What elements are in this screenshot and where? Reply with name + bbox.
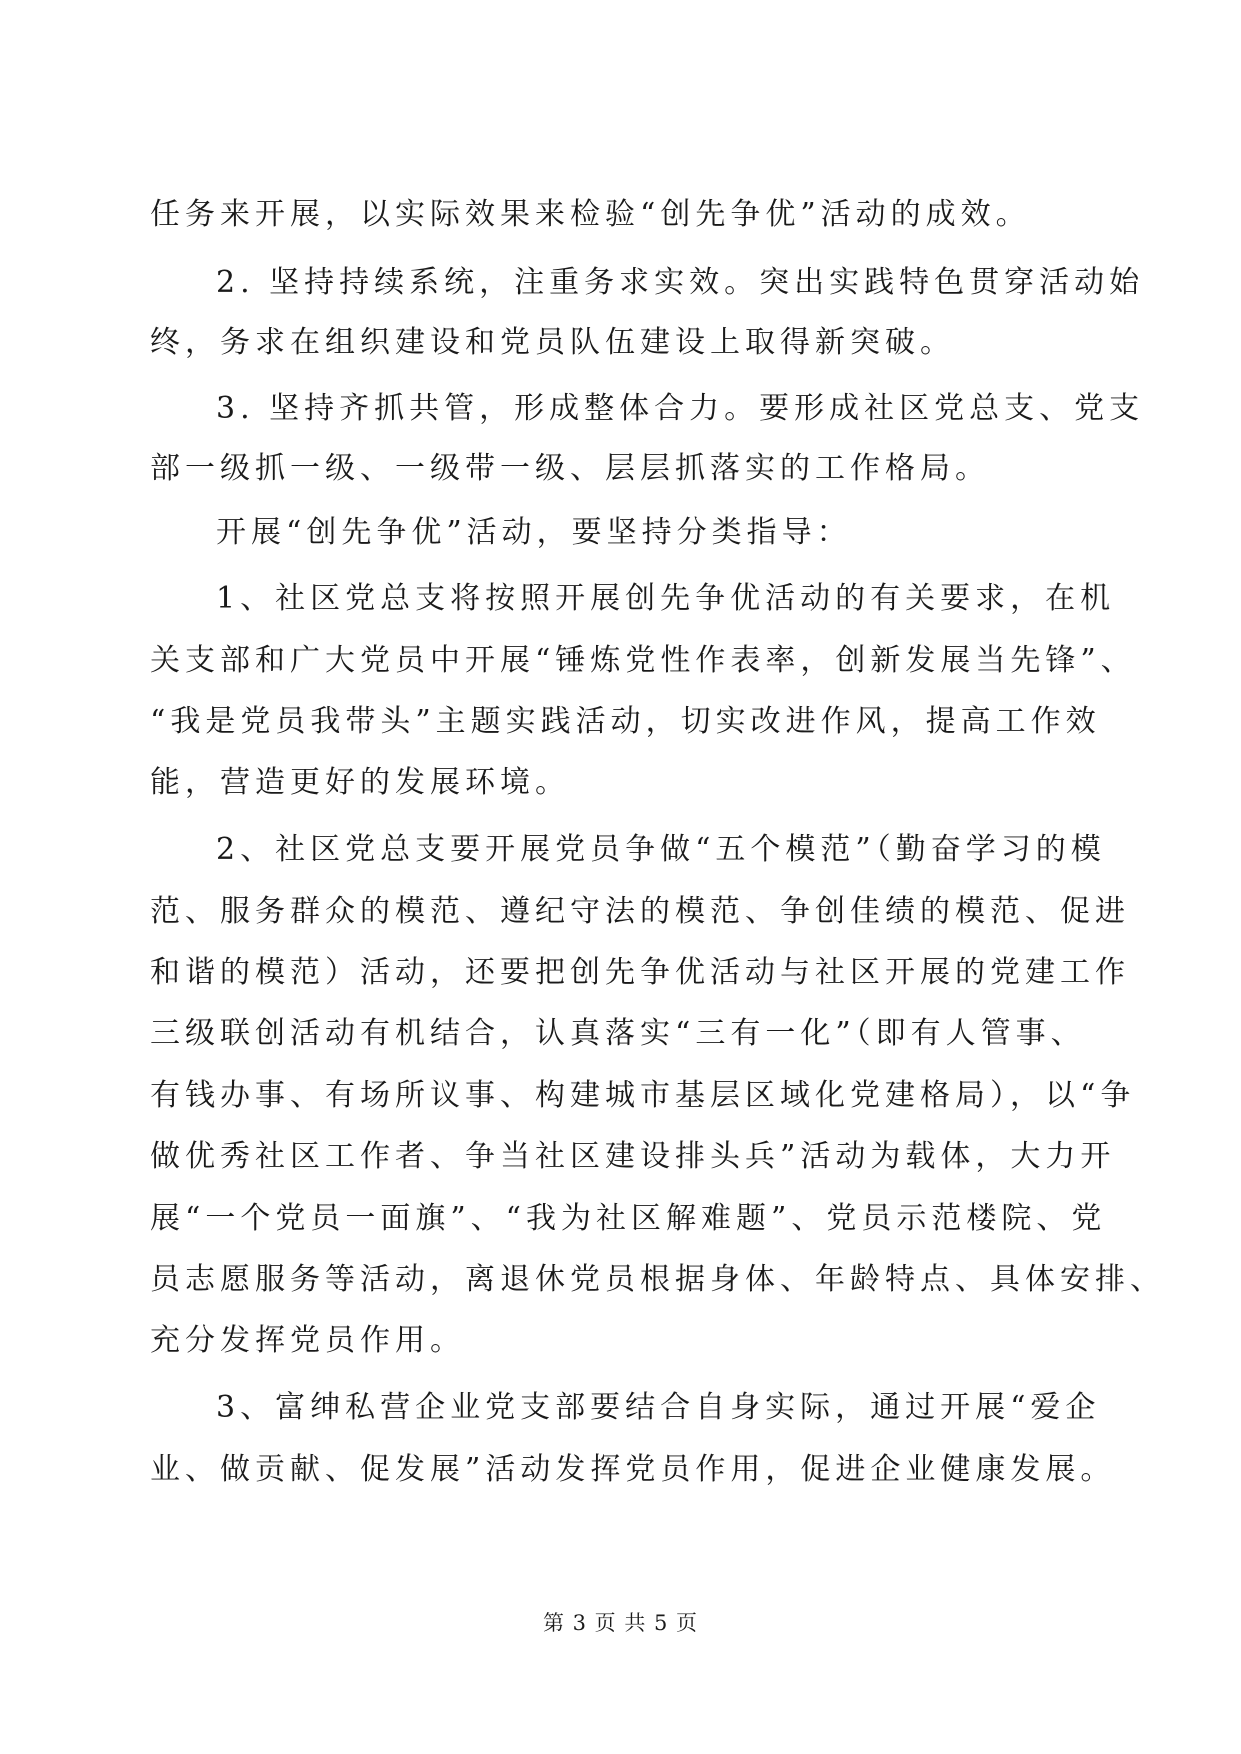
text-line: 关支部和广大党员中开展“锤炼党性作表率，创新发展当先锋”、 [150, 643, 1136, 678]
page-number-footer: 第 3 页 共 5 页 [542, 1611, 699, 1635]
text-line: 范、服务群众的模范、遵纪守法的模范、争创佳绩的模范、促进 [150, 894, 1130, 929]
text-line: “我是党员我带头”主题实践活动，切实改进作风，提高工作效 [150, 704, 1101, 739]
text-line: 3. 坚持齐抓共管，形成整体合力。要形成社区党总支、党支 [216, 391, 1145, 426]
text-line: 终，务求在组织建设和党员队伍建设上取得新突破。 [150, 325, 955, 360]
document-body [150, 197, 1165, 1487]
text-line: 有钱办事、有场所议事、构建城市基层区域化党建格局），以“争 [150, 1078, 1136, 1113]
text-line: 展“一个党员一面旗”、“我为社区解难题”、党员示范楼院、党 [150, 1201, 1107, 1236]
text-line: 开展“创先争优”活动，要坚持分类指导： [216, 515, 852, 550]
text-line: 1、社区党总支将按照开展创先争优活动的有关要求，在机 [216, 581, 1116, 616]
text-line: 3、富绅私营企业党支部要结合自身实际，通过开展“爱企 [216, 1390, 1101, 1425]
text-line: 员志愿服务等活动，离退休党员根据身体、年龄特点、具体安排、 [150, 1262, 1165, 1297]
text-line: 三级联创活动有机结合，认真落实“三有一化”（即有人管事、 [150, 1016, 1086, 1051]
text-line: 能，营造更好的发展环境。 [150, 765, 570, 800]
text-line: 任务来开展，以实际效果来检验“创先争优”活动的成效。 [150, 197, 1031, 232]
text-line: 做优秀社区工作者、争当社区建设排头兵”活动为载体，大力开 [150, 1139, 1116, 1174]
text-line: 部一级抓一级、一级带一级、层层抓落实的工作格局。 [150, 451, 990, 486]
text-line: 充分发挥党员作用。 [150, 1323, 465, 1358]
text-line: 2、社区党总支要开展党员争做“五个模范”（勤奋学习的模 [216, 832, 1106, 867]
text-line: 业、做贡献、促发展”活动发挥党员作用，促进企业健康发展。 [150, 1452, 1116, 1487]
text-line: 2. 坚持持续系统，注重务求实效。突出实践特色贯穿活动始 [216, 265, 1145, 300]
text-line: 和谐的模范）活动，还要把创先争优活动与社区开展的党建工作 [150, 955, 1130, 990]
